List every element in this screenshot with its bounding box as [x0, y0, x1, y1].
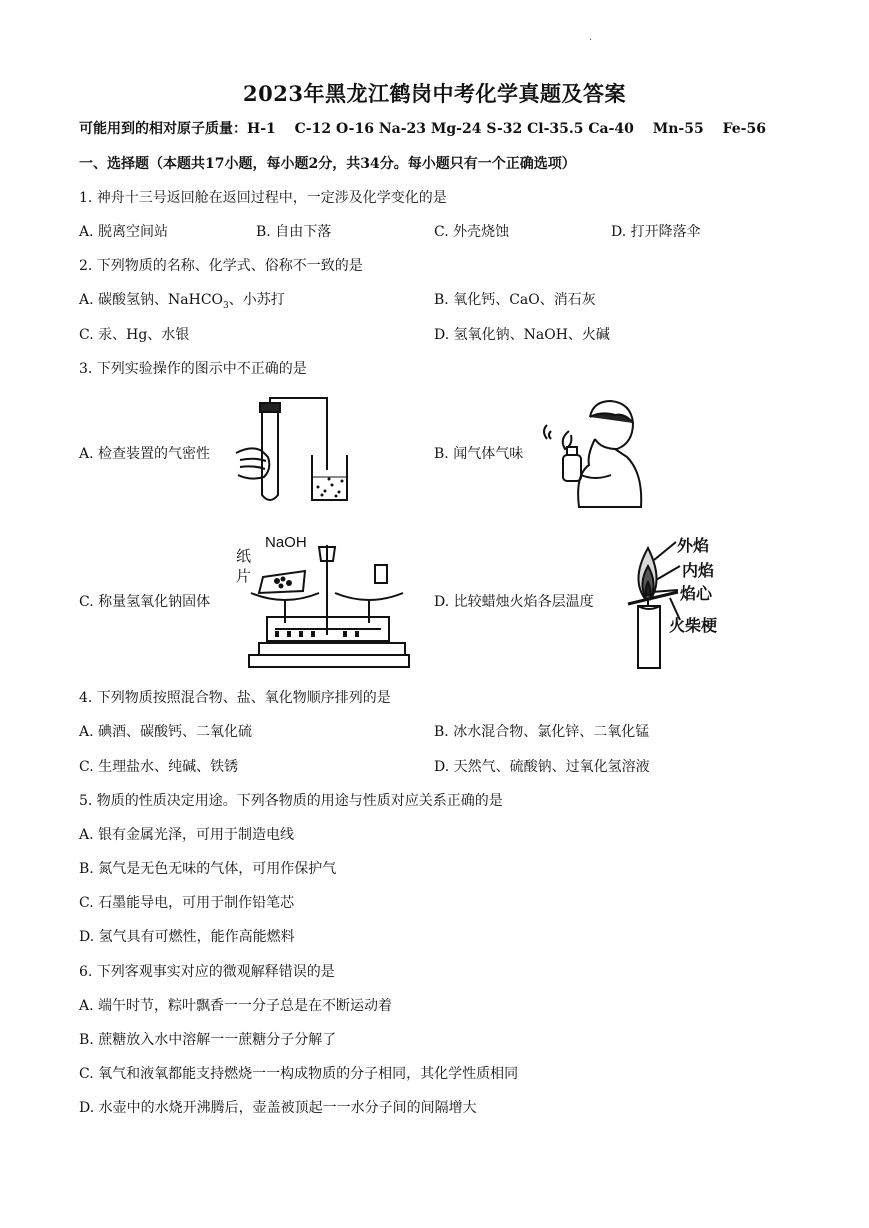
q6-stem: 6. 下列客观事实对应的微观解释错误的是: [79, 964, 335, 980]
q1-option-b: B. 自由下落: [256, 224, 332, 240]
q2-option-b: B. 氧化钙、CaO、消石灰: [434, 292, 596, 308]
q3-option-c: C. 称量氢氧化钠固体: [79, 594, 211, 610]
q6-option-d: D. 水壶中的水烧开沸腾后，壶盖被顶起一一水分子间的间隔增大: [79, 1100, 477, 1116]
q4-option-a: A. 碘酒、碳酸钙、二氧化硫: [79, 724, 253, 740]
q5-option-c: C. 石墨能导电，可用于制作铅笔芯: [79, 895, 295, 911]
q2-option-c: C. 汞、Hg、水银: [79, 327, 190, 343]
smelling-gas-figure: [545, 395, 650, 510]
q5-option-a: A. 银有金属光泽，可用于制造电线: [79, 827, 295, 843]
section-heading: 一、选择题（本题共17小题，每小题2分，共34分。每小题只有一个正确选项）: [79, 156, 576, 172]
q5-option-b: B. 氮气是无色无味的气体，可用作保护气: [79, 861, 337, 877]
q1-option-a: A. 脱离空间站: [79, 224, 169, 240]
matchstick-label: 火柴梗: [669, 616, 718, 635]
q2-option-d: D. 氢氧化钠、NaOH、火碱: [434, 327, 610, 343]
q4-stem: 4. 下列物质按照混合物、盐、氧化物顺序排列的是: [79, 690, 391, 706]
q2-stem: 2. 下列物质的名称、化学式、俗称不一致的是: [79, 258, 363, 274]
paper-label-2: 片: [236, 567, 252, 585]
q3-option-a: A. 检查装置的气密性: [79, 446, 211, 462]
q3-stem: 3. 下列实验操作的图示中不正确的是: [79, 361, 307, 377]
q1-stem: 1. 神舟十三号返回舱在返回过程中，一定涉及化学变化的是: [79, 190, 447, 206]
q4-option-b: B. 冰水混合物、氯化锌、二氧化锰: [434, 724, 650, 740]
q6-option-c: C. 氧气和液氧都能支持燃烧一一构成物质的分子相同，其化学性质相同: [79, 1066, 519, 1082]
q3-option-d: D. 比较蜡烛火焰各层温度: [434, 594, 594, 610]
page-title: 2023年黑龙江鹤岗中考化学真题及答案: [243, 81, 626, 106]
q6-option-a: A. 端午时节，粽叶飘香一一分子总是在不断运动着: [79, 998, 393, 1014]
q1-option-c: C. 外壳烧蚀: [434, 224, 510, 240]
candle-figure: [620, 540, 682, 672]
q1-option-d: D. 打开降落伞: [611, 224, 701, 240]
header-mark: .: [589, 32, 593, 43]
q5-stem: 5. 物质的性质决定用途。下列各物质的用途与性质对应关系正确的是: [79, 793, 503, 809]
balance-figure: [245, 535, 415, 670]
flame-core-label: 焰心: [680, 584, 713, 603]
paper-label-1: 纸: [236, 547, 252, 565]
q3-option-b: B. 闻气体气味: [434, 446, 524, 462]
q2-option-a: A. 碳酸氢钠、NaHCO$_3$、小苏打: [79, 292, 285, 311]
q4-option-d: D. 天然气、硫酸钠、过氧化氢溶液: [434, 759, 650, 775]
q6-option-b: B. 蔗糖放入水中溶解一一蔗糖分子分解了: [79, 1032, 337, 1048]
q5-option-d: D. 氢气具有可燃性，能作高能燃料: [79, 929, 295, 945]
airtightness-figure: [232, 395, 352, 510]
naoh-label: NaOH: [265, 534, 307, 551]
inner-flame-label: 内焰: [682, 561, 715, 580]
atomic-masses-line: 可能用到的相对原子质量：H-1 C-12 O-16 Na-23 Mg-24 S-32 Cl-35.5 Ca-40 Mn-55 Fe-56: [79, 121, 766, 137]
outer-flame-label: 外焰: [677, 536, 710, 555]
q4-option-c: C. 生理盐水、纯碱、铁锈: [79, 759, 239, 775]
